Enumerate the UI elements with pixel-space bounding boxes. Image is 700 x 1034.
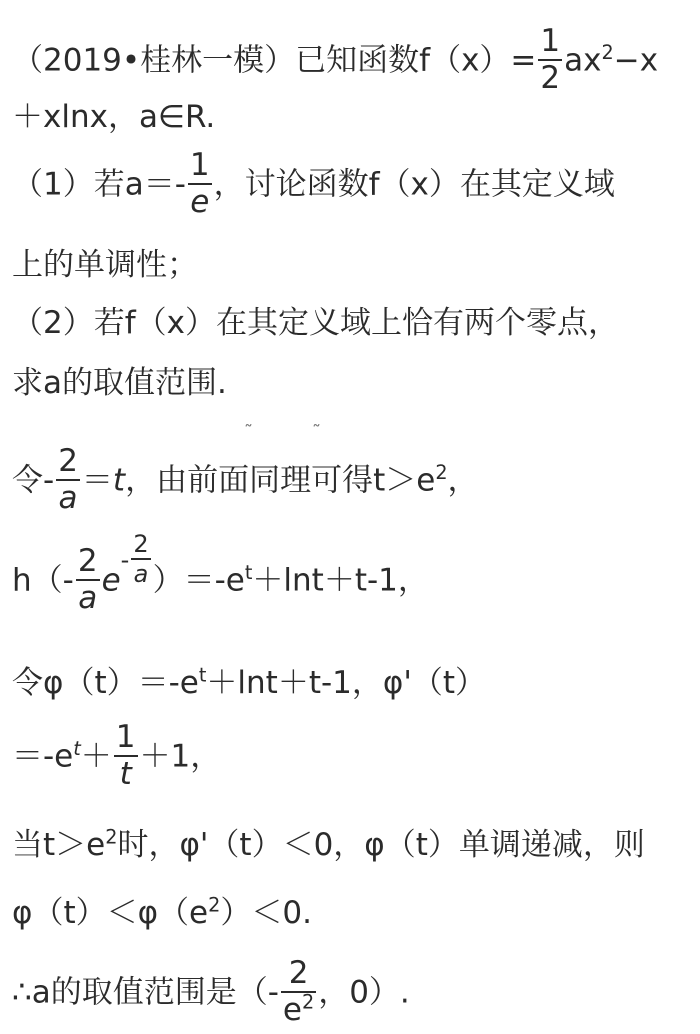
- fraction-two-over-a: [56, 443, 80, 516]
- part-2-condition: （2）若f（x）在其定义域上恰有两个零点，: [12, 305, 619, 341]
- problem-intro: （2019•桂林一模）已知函数f（x）=: [12, 42, 537, 79]
- derivative-tail: ＋1，: [139, 738, 222, 775]
- inequality-tail: ）＜0.: [220, 895, 312, 931]
- problem-line-1: [12, 23, 659, 96]
- exponent: 2: [601, 41, 614, 65]
- part-2-line-1: [12, 305, 619, 341]
- problem-domain: ＋xlnx，a∈R.: [12, 99, 216, 135]
- fraction-one-half: [538, 23, 562, 96]
- fraction-numerator: 2: [133, 530, 149, 558]
- solution-line-5: [12, 825, 645, 863]
- cropped-mark-right: ˜: [312, 422, 321, 443]
- fraction-numerator: 1: [540, 23, 561, 59]
- exponent: t: [198, 663, 207, 687]
- conclusion-tail: ，0）.: [318, 974, 410, 1011]
- part-1-question: ，讨论函数f（x）在其定义域: [213, 166, 615, 203]
- exponent: t: [73, 737, 81, 761]
- fraction-two-over-a: [76, 543, 100, 616]
- fraction-two-over-e-squared: [281, 955, 316, 1028]
- fraction-numerator: 1: [189, 147, 210, 183]
- fraction-numerator: 2: [281, 958, 316, 993]
- exponent: 2: [301, 990, 315, 1014]
- fraction-one-over-t: [114, 719, 138, 792]
- h-middle: ）＝-e: [152, 562, 245, 599]
- fraction-denominator: a: [78, 580, 98, 616]
- part-2-line-2: [12, 365, 227, 401]
- exponent: 2: [208, 893, 221, 917]
- inequality-prefix: φ（t）＜φ（e: [12, 895, 209, 931]
- part-1-question-end: 上的单调性；: [12, 247, 198, 283]
- exponent-minus: -: [120, 546, 130, 574]
- equals-sign: ＝: [81, 462, 113, 499]
- fraction-denominator: a: [133, 560, 149, 588]
- let-prefix: 令-: [12, 462, 55, 499]
- solution-text: ，由前面同理可得t＞e: [125, 462, 436, 499]
- exponent: t: [244, 561, 253, 585]
- solution-line-7: [12, 955, 410, 1028]
- part-1-condition: （1）若a＝-: [12, 166, 186, 203]
- solution-line-2: [12, 530, 429, 616]
- comma: ，: [447, 462, 479, 499]
- fraction-denominator: t: [119, 756, 132, 792]
- solution-line-4: [12, 719, 222, 792]
- part-1-line-2: [12, 247, 198, 283]
- fraction-numerator: 2: [58, 443, 78, 479]
- phi-tail: ＋lnt＋t-1，φ'（t）: [206, 665, 487, 701]
- derivative-prefix: ＝-e: [12, 738, 74, 775]
- monotonic-statement: 时，φ'（t）＜0，φ（t）单调递减，则: [117, 827, 645, 863]
- cropped-mark-left: ˜: [244, 422, 253, 443]
- variable-t: t: [112, 462, 126, 499]
- h-prefix: h（-: [12, 562, 74, 599]
- h-tail: ＋lnt＋t-1，: [252, 562, 429, 599]
- solution-line-6: [12, 893, 312, 931]
- base-e: e: [101, 562, 121, 599]
- fraction-denominator: e: [190, 184, 210, 220]
- fraction-denominator: [281, 990, 316, 1028]
- exponent: 2: [435, 461, 448, 485]
- fraction-one-over-e: [188, 147, 212, 220]
- conclusion-prefix: ∴a的取值范围是（-: [12, 974, 279, 1011]
- term-minus-x: −x: [613, 42, 659, 79]
- part-1-line-1: [12, 147, 615, 220]
- fraction-numerator: 1: [115, 719, 136, 755]
- denominator-base: e: [282, 992, 302, 1028]
- fraction-denominator: 2: [540, 60, 561, 96]
- plus-sign: ＋: [80, 738, 112, 775]
- problem-line-2: [12, 99, 216, 135]
- when-prefix: 当t＞e: [12, 827, 106, 863]
- exponent-fraction-group: [120, 530, 153, 588]
- exponent: 2: [105, 825, 118, 849]
- solution-line-1: [12, 443, 479, 516]
- phi-definition: 令φ（t）＝-e: [12, 665, 199, 701]
- solution-line-3: [12, 663, 487, 701]
- fraction-numerator: 2: [77, 543, 98, 579]
- term-ax: ax: [564, 42, 602, 79]
- part-2-question: 求a的取值范围.: [12, 365, 227, 401]
- fraction-denominator: a: [58, 480, 78, 516]
- exponent-fraction: [131, 532, 150, 586]
